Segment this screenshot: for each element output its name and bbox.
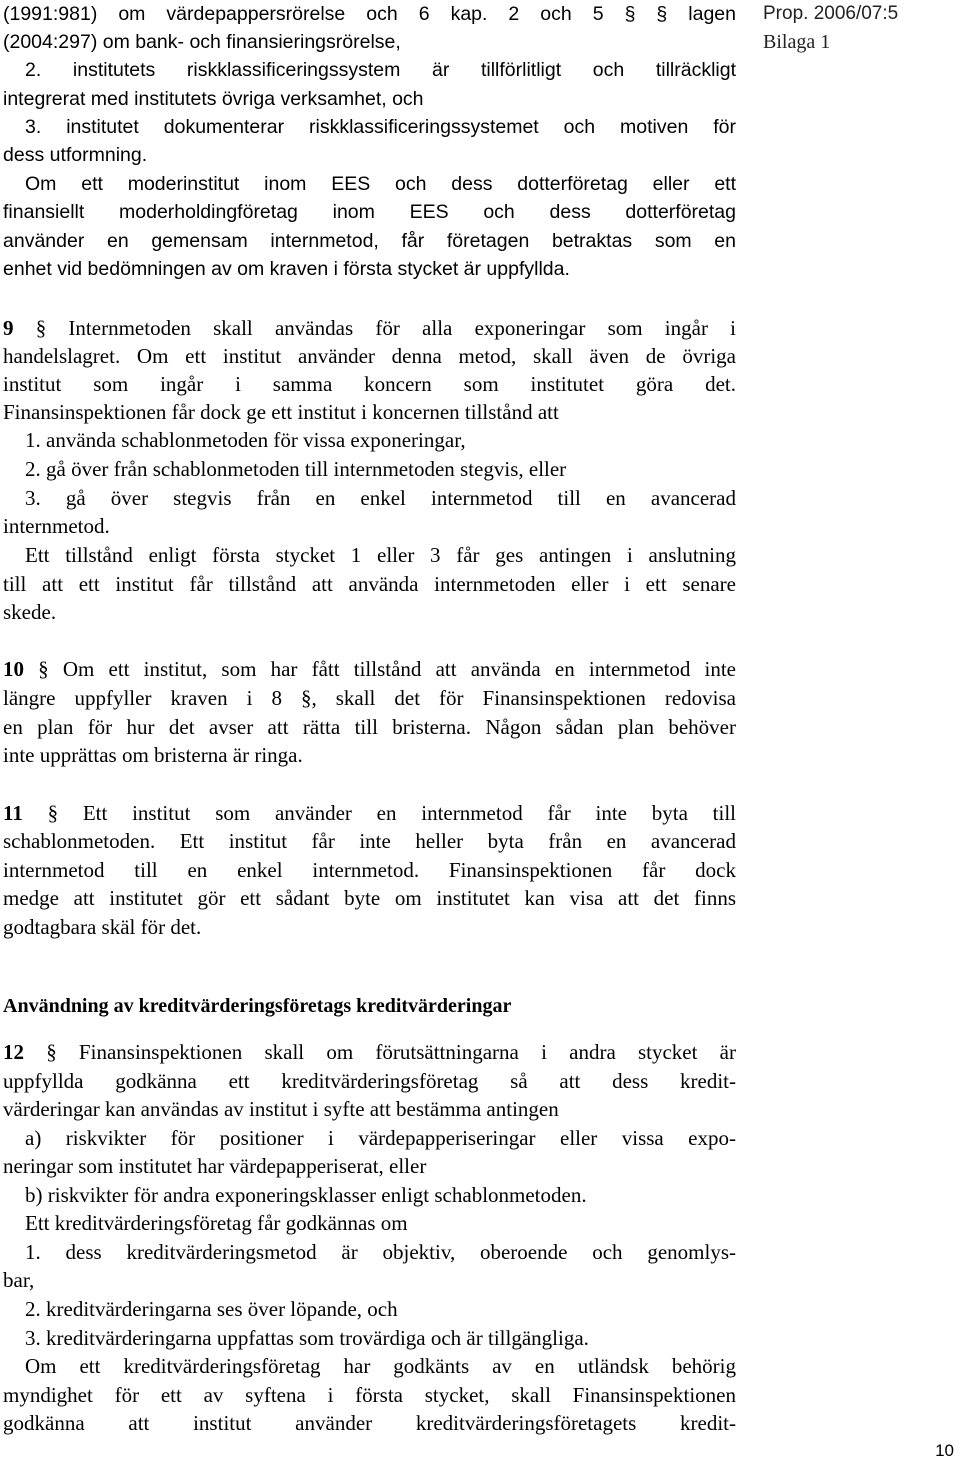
- text-line: bar,: [3, 1268, 35, 1292]
- text-line: uppfyllda godkänna ett kreditvärderingsföretag så att dess kredit-: [3, 1069, 736, 1093]
- text-line: internmetod.: [3, 514, 110, 538]
- text-line: Ett tillstånd enligt första stycket 1 eller 3 får ges antingen i anslutning: [25, 543, 736, 567]
- text-line: 2. institutets riskklassificeringssystem är tillförlitligt och tillräckligt: [25, 59, 736, 81]
- text-line: 10 § Om ett institut, som har fått tillstånd att använda en internmetod inte: [3, 657, 736, 681]
- text-line: Om ett kreditvärderingsföretag har godkänts av en utländsk behörig: [25, 1354, 736, 1378]
- prop-reference: Prop. 2006/07:5: [763, 3, 899, 24]
- text-line: 3. institutet dokumenterar riskklassificeringssystemet och motiven för: [25, 116, 736, 138]
- text-line: institut som ingår i samma koncern som institutet göra det.: [3, 372, 736, 396]
- text-line: värderingar kan användas av institut i syfte att bestämma antingen: [3, 1097, 559, 1121]
- section-heading: Användning av kreditvärderingsföretags kreditvärderingar: [3, 995, 512, 1017]
- text-line: myndighet för ett av syftena i första stycket, skall Finansinspektionen: [3, 1383, 736, 1407]
- text-line: (2004:297) om bank- och finansieringsrörelse,: [3, 31, 401, 53]
- text-line: 3. gå över stegvis från en enkel internmetod till en avancerad: [25, 486, 736, 510]
- text-line: b) riskvikter för andra exponeringsklasser enligt schablonmetoden.: [25, 1183, 587, 1207]
- text-line: Om ett moderinstitut inom EES och dess dotterföretag eller ett: [25, 173, 736, 195]
- text-line: enhet vid bedömningen av om kraven i första stycket är uppfyllda.: [3, 258, 570, 280]
- paragraph-number: 10: [3, 657, 24, 681]
- text-line: 2. gå över från schablonmetoden till internmetoden stegvis, eller: [25, 457, 567, 481]
- text-line: skede.: [3, 600, 57, 624]
- paragraph-number: 11: [3, 801, 23, 825]
- text-line: finansiellt moderholdingföretag inom EES och dess dotterföretag: [3, 201, 736, 223]
- text-line: Finansinspektionen får dock ge ett institut i koncernen tillstånd att: [3, 400, 559, 424]
- text-line: godtagbara skäl för det.: [3, 915, 202, 939]
- text-line: internmetod till en enkel internmetod. Finansinspektionen får dock: [3, 858, 736, 882]
- text-line: 1. använda schablonmetoden för vissa exponeringar,: [25, 428, 466, 452]
- margin-reference: [763, 0, 953, 56]
- text-line: dess utformning.: [3, 144, 148, 166]
- text-line: schablonmetoden. Ett institut får inte heller byta från en avancerad: [3, 829, 736, 853]
- text-line: (1991:981) om värdepappersrörelse och 6 kap. 2 och 5 § § lagen: [3, 3, 736, 25]
- paragraph-number: 9: [3, 316, 14, 340]
- text-line: handelslagret. Om ett institut använder denna metod, skall även de övriga: [3, 344, 736, 368]
- text-line: använder en gemensam internmetod, får företagen betraktas som en: [3, 230, 736, 252]
- text-line: längre uppfyller kraven i 8 §, skall det för Finansinspektionen redovisa: [3, 686, 736, 710]
- page-number: 10: [935, 1441, 954, 1460]
- text-line: 2. kreditvärderingarna ses över löpande, och: [25, 1297, 398, 1321]
- text-line: 1. dess kreditvärderingsmetod är objektiv, oberoende och genomlys-: [25, 1240, 736, 1264]
- bilaga-label: Bilaga 1: [763, 31, 831, 53]
- text-line: 12 § Finansinspektionen skall om förutsättningarna i andra stycket är: [3, 1040, 736, 1064]
- text-line: godkänna att institut använder kreditvärderingsföretagets kredit-: [3, 1411, 736, 1435]
- text-line: Ett kreditvärderingsföretag får godkännas om: [25, 1211, 408, 1235]
- text-line: neringar som institutet har värdepapperiserat, eller: [3, 1154, 427, 1178]
- text-line: 11 § Ett institut som använder en internmetod får inte byta till: [3, 801, 736, 825]
- text-line: en plan för hur det avser att rätta till bristerna. Någon sådan plan behöver: [3, 715, 736, 739]
- paragraph-number: 12: [3, 1040, 24, 1064]
- text-line: a) riskvikter för positioner i värdepapperiseringar eller vissa expo-: [25, 1126, 736, 1150]
- text-line: till att ett institut får tillstånd att använda internmetoden eller i ett senare: [3, 572, 736, 596]
- text-line: 9 § Internmetoden skall användas för alla exponeringar som ingår i: [3, 316, 736, 340]
- text-line: 3. kreditvärderingarna uppfattas som trovärdiga och är tillgängliga.: [25, 1326, 589, 1350]
- text-line: inte upprättas om bristerna är ringa.: [3, 743, 303, 767]
- text-line: medge att institutet gör ett sådant byte om institutet kan visa att det finns: [3, 886, 736, 910]
- text-line: integrerat med institutets övriga verksamhet, och: [3, 88, 424, 110]
